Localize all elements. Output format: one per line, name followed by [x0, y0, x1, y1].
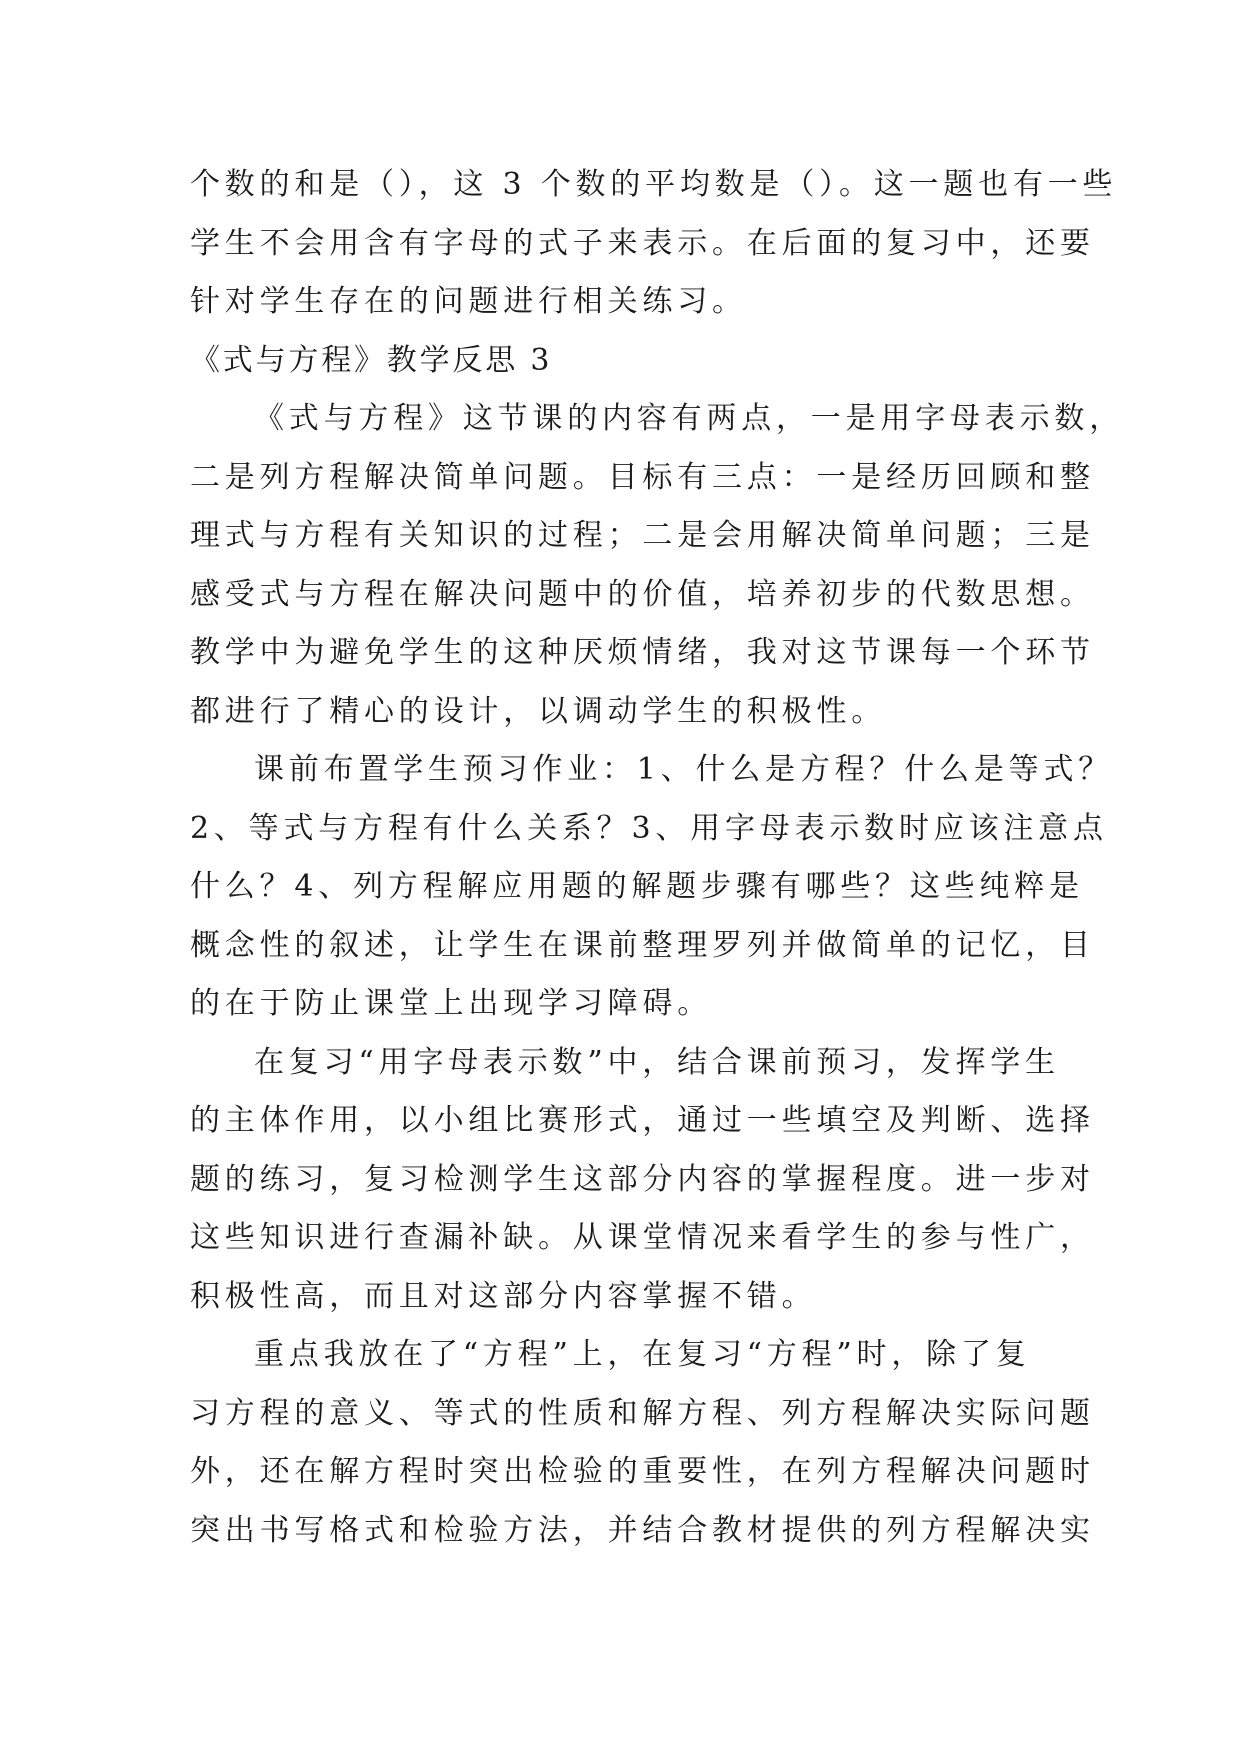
text-line: 重点我放在了“方程”上，在复习“方程”时，除了复: [254, 1337, 1031, 1372]
paragraph: [190, 390, 1124, 741]
text-line: 积极性高，而且对这部分内容掌握不错。: [190, 1278, 817, 1314]
text-line: 针对学生存在的问题进行相关练习。: [190, 284, 747, 319]
text-line: 理式与方程有关知识的过程；二是会用解决简单问题；三是: [190, 518, 1095, 553]
text-line: 突出书写格式和检验方法，并结合教材提供的列方程解决实: [190, 1512, 1095, 1548]
text-line: 的主体作用，以小组比赛形式，通过一些填空及判断、选择: [190, 1103, 1095, 1138]
intro-paragraph: [190, 156, 1118, 332]
text-line: 感受式与方程在解决问题中的价值，培养初步的代数思想。: [190, 576, 1095, 612]
text-line: 题的练习，复习检测学生这部分内容的掌握程度。进一步对: [190, 1161, 1095, 1197]
text-line: 二是列方程解决简单问题。目标有三点：一是经历回顾和整: [190, 459, 1095, 495]
document-body: [190, 156, 1124, 1560]
text-line: 什么？4、列方程解应用题的解题步骤有哪些？这些纯粹是: [190, 869, 1084, 904]
text-line: 《式与方程》这节课的内容有两点，一是用字母表示数，: [254, 401, 1124, 436]
text-line: 这些知识进行查漏补缺。从课堂情况来看学生的参与性广，: [190, 1220, 1095, 1255]
section-title: 《式与方程》教学反思 3: [190, 342, 553, 378]
text-line: 在复习“用字母表示数”中，结合课前预习，发挥学生: [254, 1044, 1060, 1080]
text-line: 的在于防止课堂上出现学习障碍。: [190, 986, 712, 1021]
text-line: 2、等式与方程有什么关系？3、用字母表示数时应该注意点: [190, 810, 1108, 846]
paragraph: [190, 1326, 1095, 1560]
text-line: 概念性的叙述，让学生在课前整理罗列并做简单的记忆，目: [190, 927, 1095, 963]
text-line: 教学中为避免学生的这种厌烦情绪，我对这节课每一个环节: [190, 635, 1095, 670]
text-line: 个数的和是（），这 3 个数的平均数是（）。这一题也有一些: [190, 167, 1118, 202]
paragraph: [190, 1034, 1095, 1327]
text-line: 外，还在解方程时突出检验的重要性，在列方程解决问题时: [190, 1454, 1095, 1489]
text-line: 学生不会用含有字母的式子来表示。在后面的复习中，还要: [190, 225, 1095, 261]
text-line: 课前布置学生预习作业：1、什么是方程？什么是等式？: [254, 752, 1114, 787]
paragraph: [190, 741, 1114, 1034]
text-line: 都进行了精心的设计，以调动学生的积极性。: [190, 693, 886, 729]
text-line: 习方程的意义、等式的性质和解方程、列方程解决实际问题: [190, 1395, 1095, 1431]
